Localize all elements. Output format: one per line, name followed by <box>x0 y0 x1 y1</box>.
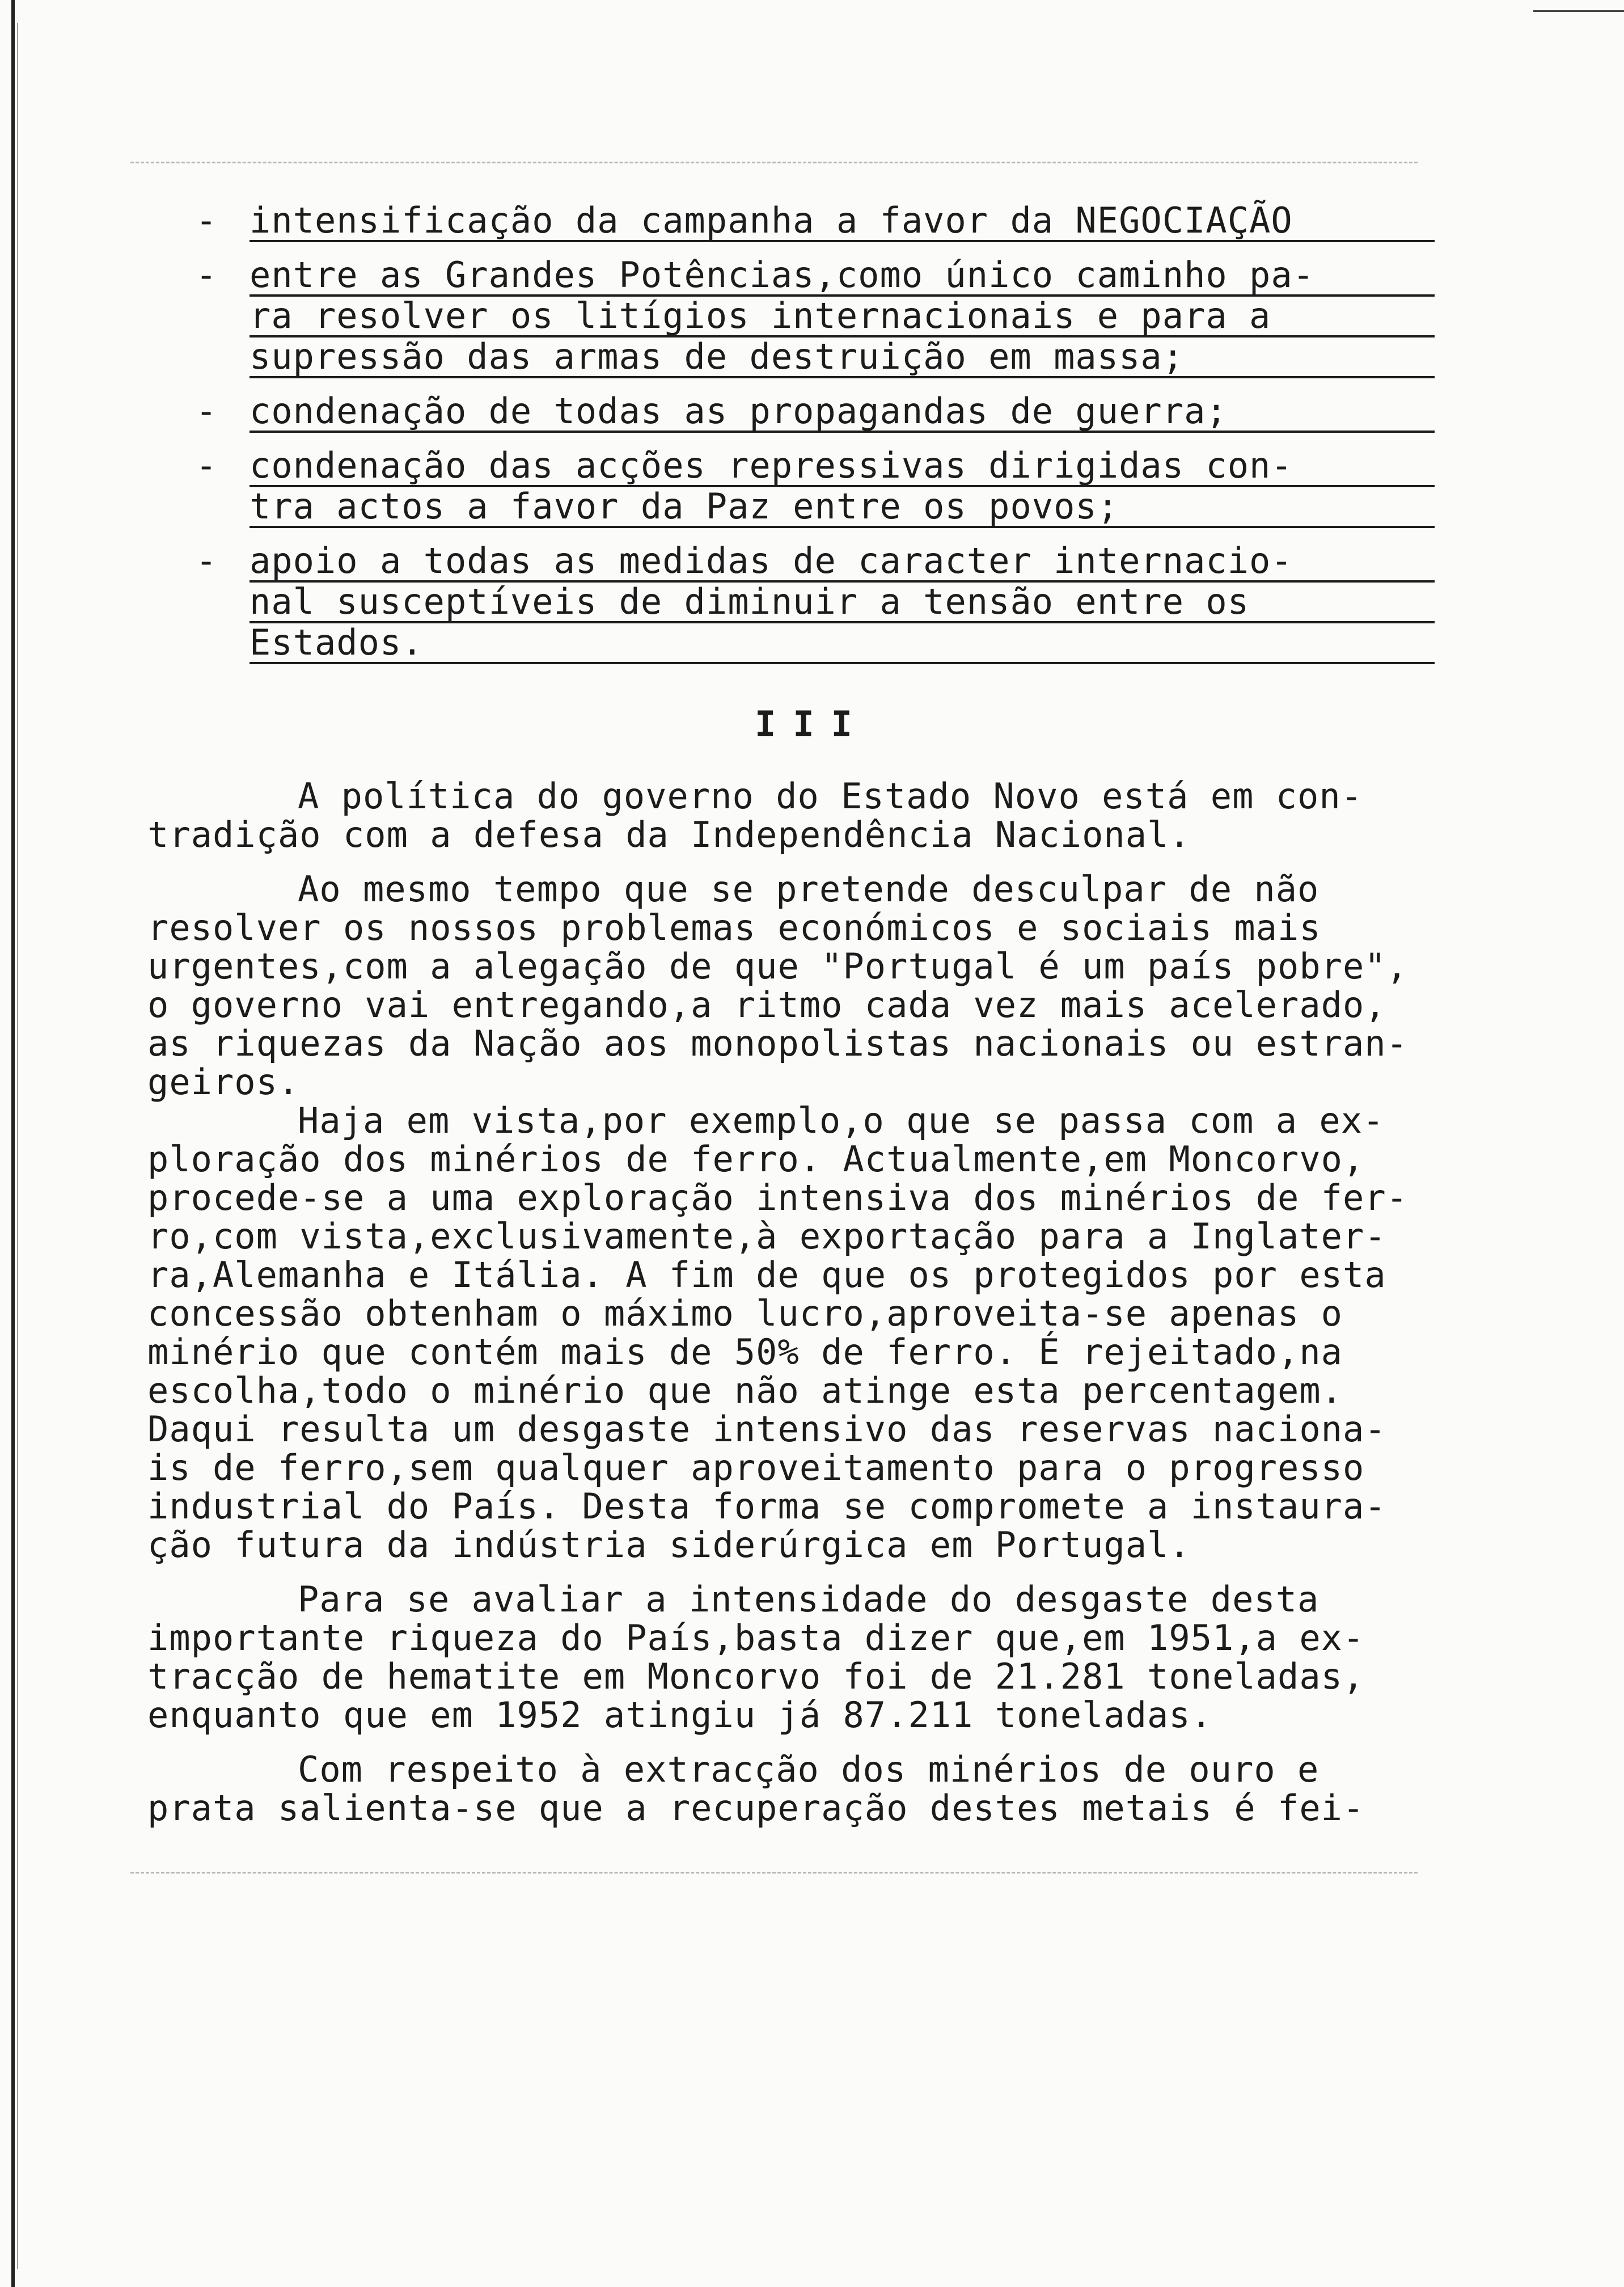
list-item <box>196 390 1435 433</box>
item-line: intensificação da campanha a favor da NEGOCIAÇÃO <box>249 201 1435 242</box>
text-line: geiros. <box>147 1061 300 1103</box>
list-item <box>196 540 1435 664</box>
item-marker: - <box>196 390 218 432</box>
text-line: as riquezas da Nação aos monopolistas nacionais ou estran- <box>147 1023 1408 1064</box>
page-top-rule <box>1533 10 1624 12</box>
list-item <box>196 445 1435 528</box>
text-line: Ao mesmo tempo que se pretende desculpar de não <box>298 868 1320 910</box>
paragraph <box>147 1102 1565 1564</box>
item-marker: - <box>196 540 218 581</box>
text-line: prata salienta-se que a recuperação destes metais é fei- <box>147 1787 1365 1829</box>
text-line: ção futura da indústria siderúrgica em Portugal. <box>147 1524 1191 1566</box>
paragraph <box>147 777 1565 854</box>
text-line: minério que contém mais de 50% de ferro. É rejeitado,na <box>147 1331 1343 1373</box>
page-left-edge <box>11 0 15 2287</box>
paragraph <box>147 870 1565 1102</box>
item-marker: - <box>196 254 218 296</box>
top-dashed-rule <box>130 162 1418 163</box>
text-line: procede-se a uma exploração intensiva dos minérios de fer- <box>147 1177 1408 1218</box>
text-line: concessão obtenham o máximo lucro,aproveita-se apenas o <box>147 1293 1343 1334</box>
item-line: Estados. <box>249 623 1435 664</box>
bottom-dashed-rule <box>130 1872 1418 1874</box>
item-line: supressão das armas de destruição em massa; <box>249 337 1435 378</box>
text-line: A política do governo do Estado Novo está em con- <box>298 775 1363 817</box>
paragraph <box>147 1750 1565 1828</box>
paragraph <box>147 1580 1565 1735</box>
item-line: apoio a todas as medidas de caracter internacio- <box>249 542 1435 583</box>
text-line: tracção de hematite em Moncorvo foi de 21.281 toneladas, <box>147 1656 1365 1697</box>
section-heading: III <box>755 703 869 745</box>
body-text <box>147 777 1565 1843</box>
text-line: Com respeito à extracção dos minérios de ouro e <box>298 1749 1320 1790</box>
item-line: entre as Grandes Potências,como único caminho pa- <box>249 256 1435 297</box>
text-line: Daqui resulta um desgaste intensivo das reservas naciona- <box>147 1408 1386 1450</box>
list-item <box>196 254 1435 378</box>
item-marker: - <box>196 200 218 241</box>
list-item <box>196 200 1435 242</box>
item-line: nal susceptíveis de diminuir a tensão entre os <box>249 583 1435 623</box>
text-line: ra,Alemanha e Itália. A fim de que os protegidos por esta <box>147 1254 1386 1296</box>
text-line: is de ferro,sem qualquer aproveitamento para o progresso <box>147 1447 1365 1488</box>
text-line: tradição com a defesa da Independência Nacional. <box>147 814 1191 855</box>
item-line: condenação das acções repressivas dirigidas con- <box>249 446 1435 487</box>
item-line: ra resolver os litígios internacionais e para a <box>249 297 1435 337</box>
text-line: resolver os nossos problemas económicos e sociais mais <box>147 907 1321 948</box>
item-marker: - <box>196 445 218 486</box>
item-line: condenação de todas as propagandas de guerra; <box>249 392 1435 433</box>
text-line: ploração dos minérios de ferro. Actualmente,em Moncorvo, <box>147 1138 1365 1180</box>
item-line: tra actos a favor da Paz entre os povos; <box>249 487 1435 528</box>
text-line: ro,com vista,exclusivamente,à exportação para a Inglater- <box>147 1216 1386 1257</box>
text-line: escolha,todo o minério que não atinge esta percentagem. <box>147 1370 1343 1411</box>
text-line: Haja em vista,por exemplo,o que se passa com a ex- <box>298 1100 1385 1141</box>
text-line: importante riqueza do País,basta dizer que,em 1951,a ex- <box>147 1617 1365 1659</box>
text-line: urgentes,com a alegação de que "Portugal é um país pobre", <box>147 946 1408 987</box>
page-left-edge-shadow <box>17 23 18 2269</box>
text-line: enquanto que em 1952 atingiu já 87.211 toneladas. <box>147 1694 1213 1736</box>
text-line: industrial do País. Desta forma se compromete a instaura- <box>147 1486 1386 1527</box>
demands-list <box>196 200 1435 678</box>
text-line: o governo vai entregando,a ritmo cada vez mais acelerado, <box>147 984 1386 1026</box>
text-line: Para se avaliar a intensidade do desgaste desta <box>298 1579 1320 1620</box>
